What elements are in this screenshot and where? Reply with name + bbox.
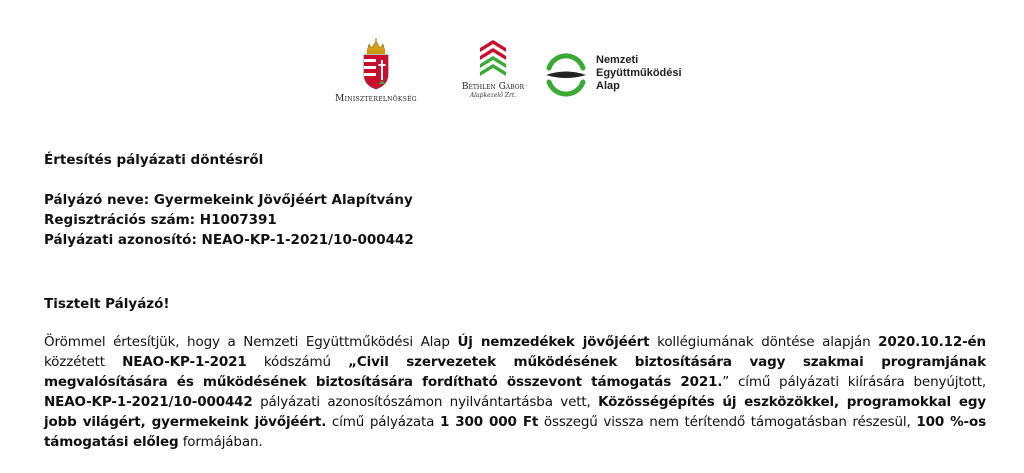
nea-name bbox=[596, 54, 682, 93]
document-heading: Értesítés pályázati döntésről bbox=[44, 152, 264, 168]
body-text: összegű vissza nem térítendő támogatásban részesül, bbox=[538, 414, 917, 430]
body-bold: Új nemzedékek jövőjéért bbox=[457, 334, 650, 350]
nea-ring-icon bbox=[543, 52, 589, 98]
body-text: kollégiumának döntése alapján bbox=[649, 334, 879, 350]
coat-of-arms-icon bbox=[361, 38, 391, 90]
body-bold: NEAO-KP-1-2021/10-000442 bbox=[44, 394, 253, 410]
bethlen-subtitle: Alapkezelő Zrt. bbox=[469, 92, 517, 99]
ministry-caption: Miniszterelnökség bbox=[335, 94, 417, 104]
body-text: közzétett bbox=[44, 354, 123, 370]
applicant-name: Pályázó neve: Gyermekeink Jövőjéért Alapítvány bbox=[44, 192, 413, 208]
logo-header bbox=[0, 38, 1024, 118]
application-id: Pályázati azonosító: NEAO-KP-1-2021/10-000442 bbox=[44, 232, 414, 248]
body-text: Örömmel értesítjük, hogy a Nemzeti Együttműködési Alap bbox=[44, 334, 458, 350]
body-bold: 2020.10.12-én bbox=[878, 334, 986, 350]
ministry-logo bbox=[318, 38, 434, 104]
body-bold: „Civil szervezetek működésének biztosítására vagy szakmai programjának megvalósítására és működésének biztosítására fordítható összevont támogatás 2021. bbox=[44, 354, 986, 390]
body-text: ” című pályázati kiírására benyújtott, bbox=[722, 374, 987, 390]
notification-paragraph bbox=[44, 332, 986, 452]
body-bold: 1 300 000 Ft bbox=[439, 414, 539, 430]
bethlen-name: Bethlen Gábor bbox=[461, 82, 525, 92]
body-text: kódszámú bbox=[246, 354, 349, 370]
body-text: formájában. bbox=[178, 434, 263, 450]
greeting: Tisztelt Pályázó! bbox=[44, 296, 170, 312]
body-bold: NEAO-KP-1-2021 bbox=[122, 354, 247, 370]
body-bold: Közösségépítés új eszközökkel, programokkal egy jobb világért, gyermekeink jövőjéért. bbox=[44, 394, 987, 430]
bethlen-gabor-logo bbox=[455, 38, 531, 99]
body-text: pályázati azonosítószámon nyilvántartásba vett, bbox=[252, 394, 599, 410]
nea-logo bbox=[543, 52, 713, 98]
registration-number: Regisztrációs szám: H1007391 bbox=[44, 212, 277, 228]
nea-line-3: Alap bbox=[596, 80, 620, 92]
nea-line-2: Együttműködési bbox=[596, 67, 682, 79]
body-text: című pályázata bbox=[326, 414, 440, 430]
body-bold: 100 %-os támogatási előleg bbox=[44, 414, 987, 450]
bethlen-mark-icon bbox=[476, 38, 510, 80]
nea-line-1: Nemzeti bbox=[596, 54, 639, 66]
